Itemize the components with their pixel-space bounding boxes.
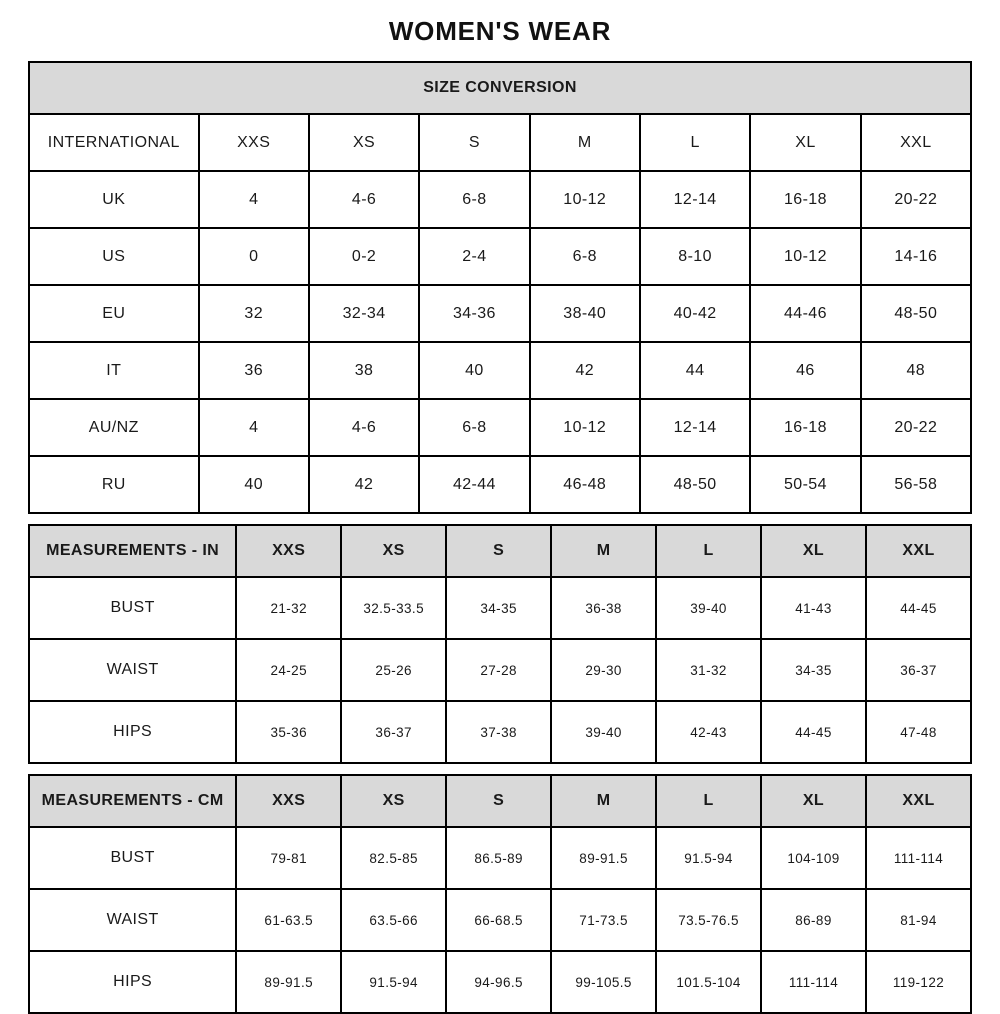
size_conversion-title: SIZE CONVERSION [29, 62, 971, 114]
value-cell: XXL [861, 114, 971, 171]
value-cell: 40 [419, 342, 529, 399]
size-column-header: XXL [866, 775, 971, 827]
value-cell: 50-54 [750, 456, 860, 513]
measurements_cm-title: MEASUREMENTS - CM [29, 775, 236, 827]
value-cell: 8-10 [640, 228, 750, 285]
page-title: WOMEN'S WEAR [388, 16, 612, 46]
row-label: BUST [29, 577, 236, 639]
value-cell: 20-22 [861, 399, 971, 456]
value-cell: 44-46 [750, 285, 860, 342]
measurements-cm-table [28, 774, 972, 1014]
value-cell: 34-35 [761, 639, 866, 701]
measurements_in-title: MEASUREMENTS - IN [29, 525, 236, 577]
value-cell: 86.5-89 [446, 827, 551, 889]
value-cell: 63.5-66 [341, 889, 446, 951]
value-cell: 12-14 [640, 171, 750, 228]
value-cell: 0-2 [309, 228, 419, 285]
row-label: HIPS [29, 701, 236, 763]
value-cell: 42-44 [419, 456, 529, 513]
value-cell: XS [309, 114, 419, 171]
table-row [29, 342, 971, 399]
value-cell: 36-37 [866, 639, 971, 701]
value-cell: 31-32 [656, 639, 761, 701]
table-row [29, 228, 971, 285]
value-cell: 35-36 [236, 701, 341, 763]
value-cell: 91.5-94 [656, 827, 761, 889]
value-cell: 79-81 [236, 827, 341, 889]
value-cell: 46 [750, 342, 860, 399]
value-cell: 111-114 [761, 951, 866, 1013]
value-cell: 40-42 [640, 285, 750, 342]
table-row [29, 951, 971, 1013]
value-cell: 32-34 [309, 285, 419, 342]
value-cell: 6-8 [419, 171, 529, 228]
table-row [29, 399, 971, 456]
table-row [29, 171, 971, 228]
value-cell: 71-73.5 [551, 889, 656, 951]
value-cell: 34-36 [419, 285, 529, 342]
row-label: BUST [29, 827, 236, 889]
value-cell: 86-89 [761, 889, 866, 951]
value-cell: 10-12 [750, 228, 860, 285]
value-cell: 61-63.5 [236, 889, 341, 951]
row-label: WAIST [29, 889, 236, 951]
value-cell: 32 [199, 285, 309, 342]
value-cell: 4 [199, 399, 309, 456]
value-cell: 82.5-85 [341, 827, 446, 889]
value-cell: 2-4 [419, 228, 529, 285]
value-cell: 42 [530, 342, 640, 399]
value-cell: 81-94 [866, 889, 971, 951]
value-cell: 104-109 [761, 827, 866, 889]
value-cell: 10-12 [530, 171, 640, 228]
value-cell: 119-122 [866, 951, 971, 1013]
row-label: US [29, 228, 199, 285]
value-cell: 48-50 [861, 285, 971, 342]
table-row [29, 827, 971, 889]
row-label: INTERNATIONAL [29, 114, 199, 171]
value-cell: 25-26 [341, 639, 446, 701]
value-cell: 89-91.5 [236, 951, 341, 1013]
value-cell: 48-50 [640, 456, 750, 513]
value-cell: 66-68.5 [446, 889, 551, 951]
value-cell: 73.5-76.5 [656, 889, 761, 951]
value-cell: 38-40 [530, 285, 640, 342]
table-row [29, 639, 971, 701]
table-row [29, 889, 971, 951]
value-cell: 4-6 [309, 171, 419, 228]
value-cell: 94-96.5 [446, 951, 551, 1013]
value-cell: 42 [309, 456, 419, 513]
size-column-header: XS [341, 525, 446, 577]
table-row [29, 456, 971, 513]
value-cell: 91.5-94 [341, 951, 446, 1013]
value-cell: 20-22 [861, 171, 971, 228]
value-cell: 12-14 [640, 399, 750, 456]
value-cell: 4-6 [309, 399, 419, 456]
size-column-header: XL [761, 525, 866, 577]
row-label: HIPS [29, 951, 236, 1013]
value-cell: 14-16 [861, 228, 971, 285]
value-cell: 36-38 [551, 577, 656, 639]
row-label: UK [29, 171, 199, 228]
value-cell: 42-43 [656, 701, 761, 763]
value-cell: 21-32 [236, 577, 341, 639]
value-cell: 41-43 [761, 577, 866, 639]
size-column-header: M [551, 525, 656, 577]
value-cell: L [640, 114, 750, 171]
table-row [29, 577, 971, 639]
size-column-header: XXL [866, 525, 971, 577]
table-row [29, 114, 971, 171]
value-cell: XXS [199, 114, 309, 171]
value-cell: 89-91.5 [551, 827, 656, 889]
value-cell: S [419, 114, 529, 171]
size-column-header: S [446, 775, 551, 827]
value-cell: 27-28 [446, 639, 551, 701]
value-cell: 111-114 [866, 827, 971, 889]
value-cell: 37-38 [446, 701, 551, 763]
value-cell: 44-45 [761, 701, 866, 763]
value-cell: 38 [309, 342, 419, 399]
value-cell: 39-40 [656, 577, 761, 639]
value-cell: 34-35 [446, 577, 551, 639]
value-cell: 44 [640, 342, 750, 399]
row-label: EU [29, 285, 199, 342]
size-column-header: XS [341, 775, 446, 827]
size-column-header: S [446, 525, 551, 577]
size-column-header: XXS [236, 525, 341, 577]
measurements_cm-header-row [29, 775, 971, 827]
value-cell: 10-12 [530, 399, 640, 456]
value-cell: 46-48 [530, 456, 640, 513]
value-cell: 48 [861, 342, 971, 399]
value-cell: 4 [199, 171, 309, 228]
row-label: WAIST [29, 639, 236, 701]
value-cell: 32.5-33.5 [341, 577, 446, 639]
size-column-header: L [656, 775, 761, 827]
table-row [29, 701, 971, 763]
size-column-header: M [551, 775, 656, 827]
value-cell: 6-8 [530, 228, 640, 285]
row-label: RU [29, 456, 199, 513]
table-row [29, 285, 971, 342]
row-label: AU/NZ [29, 399, 199, 456]
size_conversion-header-row [29, 62, 971, 114]
value-cell: 39-40 [551, 701, 656, 763]
value-cell: M [530, 114, 640, 171]
value-cell: 29-30 [551, 639, 656, 701]
value-cell: 6-8 [419, 399, 529, 456]
value-cell: 36-37 [341, 701, 446, 763]
size-conversion-table [28, 61, 972, 514]
value-cell: 24-25 [236, 639, 341, 701]
value-cell: 36 [199, 342, 309, 399]
row-label: IT [29, 342, 199, 399]
size-column-header: XL [761, 775, 866, 827]
value-cell: 101.5-104 [656, 951, 761, 1013]
value-cell: 47-48 [866, 701, 971, 763]
value-cell: 16-18 [750, 399, 860, 456]
value-cell: XL [750, 114, 860, 171]
size-column-header: L [656, 525, 761, 577]
value-cell: 0 [199, 228, 309, 285]
measurements-in-table [28, 524, 972, 764]
value-cell: 56-58 [861, 456, 971, 513]
value-cell: 40 [199, 456, 309, 513]
measurements_in-header-row [29, 525, 971, 577]
value-cell: 16-18 [750, 171, 860, 228]
value-cell: 99-105.5 [551, 951, 656, 1013]
size-column-header: XXS [236, 775, 341, 827]
value-cell: 44-45 [866, 577, 971, 639]
